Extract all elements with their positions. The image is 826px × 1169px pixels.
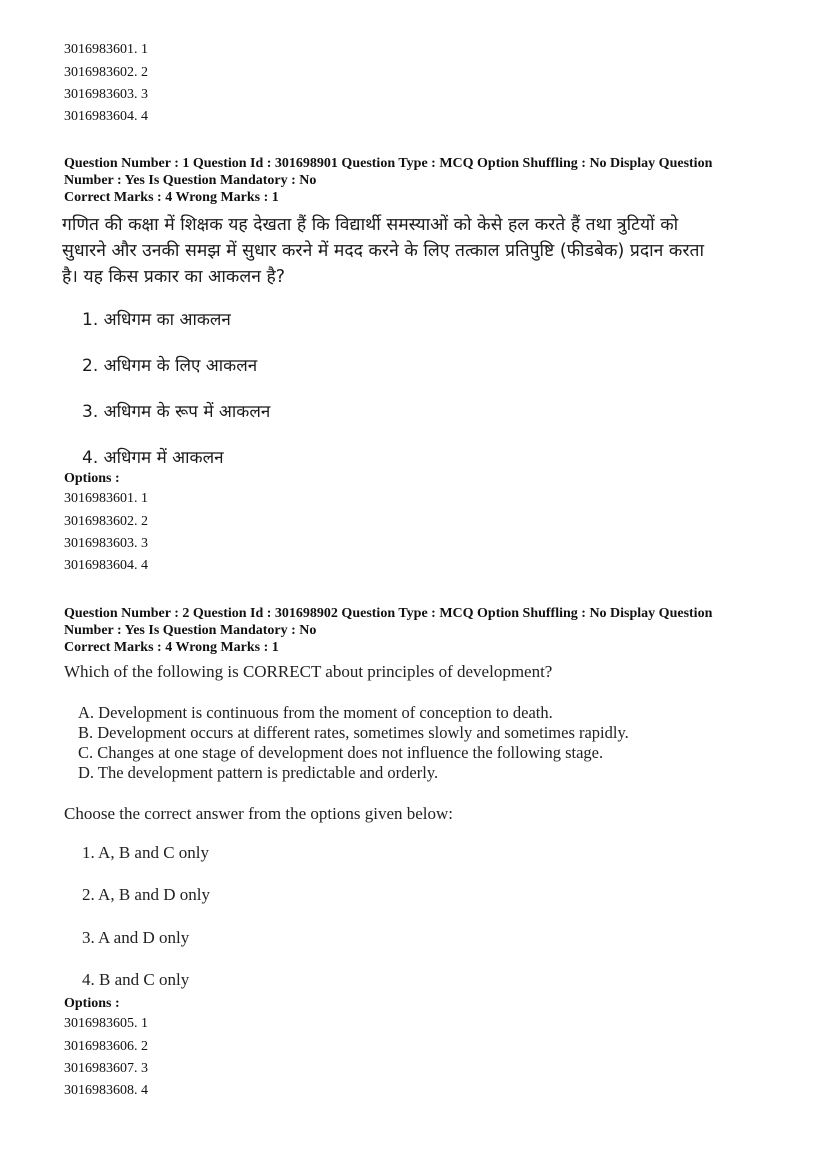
meta-line: Number : Yes Is Question Mandatory : No [64, 173, 317, 188]
meta-line: Question Number : 1 Question Id : 301698901 Question Type : MCQ Option Shuffling : No Display Question [64, 156, 713, 171]
question-1-text [62, 212, 782, 290]
option-code: 3016983606. 2 [64, 1039, 148, 1054]
option-code: 3016983604. 4 [64, 109, 148, 124]
question-2-choice: 2. A, B and D only [82, 885, 210, 904]
marks-line: Correct Marks : 4 Wrong Marks : 1 [64, 190, 279, 205]
question-2-choice: 1. A, B and C only [82, 843, 210, 862]
options-label: Options : [64, 471, 120, 486]
meta-line: Number : Yes Is Question Mandatory : No [64, 623, 317, 638]
option-code: 3016983603. 3 [64, 536, 148, 551]
question-2-text: Which of the following is CORRECT about principles of development? [64, 662, 553, 681]
question-text-line: है। यह किस प्रकार का आकलन है? [62, 267, 286, 287]
question-2-statement: C. Changes at one stage of development does not influence the following stage. [78, 743, 604, 762]
marks-line: Correct Marks : 4 Wrong Marks : 1 [64, 640, 279, 655]
question-text-line: सुधारने और उनकी समझ में सुधार करने में मदद करने के लिए तत्काल प्रतिपुष्टि (फीडबेक) प्रदान करता [62, 241, 705, 261]
question-text-line: गणित की कक्षा में शिक्षक यह देखता हैं कि विद्यार्थी समस्याओं को केसे हल करते हैं तथा त्रुटियों को [62, 215, 679, 235]
option-code: 3016983602. 2 [64, 65, 148, 80]
question-1-choice: 2. अधिगम के लिए आकलन [82, 356, 258, 376]
question-1-choice: 4. अधिगम में आकलन [82, 448, 224, 468]
question-2-choice: 3. A and D only [82, 928, 190, 947]
option-code: 3016983601. 1 [64, 491, 148, 506]
option-code: 3016983601. 1 [64, 42, 148, 57]
question-1-choice: 3. अधिगम के रूप में आकलन [82, 402, 271, 422]
question-2-statement: B. Development occurs at different rates, sometimes slowly and sometimes rapidly. [78, 723, 629, 742]
option-code: 3016983608. 4 [64, 1083, 148, 1098]
question-2-statement: A. Development is continuous from the moment of conception to death. [78, 703, 553, 722]
meta-line: Question Number : 2 Question Id : 301698902 Question Type : MCQ Option Shuffling : No Display Question [64, 606, 713, 621]
option-code: 3016983605. 1 [64, 1016, 148, 1031]
option-code: 3016983603. 3 [64, 87, 148, 102]
question-2-choice: 4. B and C only [82, 970, 190, 989]
question-1-choice: 1. अधिगम का आकलन [82, 310, 231, 330]
option-code: 3016983607. 3 [64, 1061, 148, 1076]
question-2-instruction: Choose the correct answer from the options given below: [64, 804, 454, 823]
question-1-meta [64, 155, 764, 206]
options-label: Options : [64, 996, 120, 1011]
question-2-statement: D. The development pattern is predictable and orderly. [78, 763, 439, 782]
question-2-meta [64, 605, 764, 656]
option-code: 3016983604. 4 [64, 558, 148, 573]
option-code: 3016983602. 2 [64, 514, 148, 529]
